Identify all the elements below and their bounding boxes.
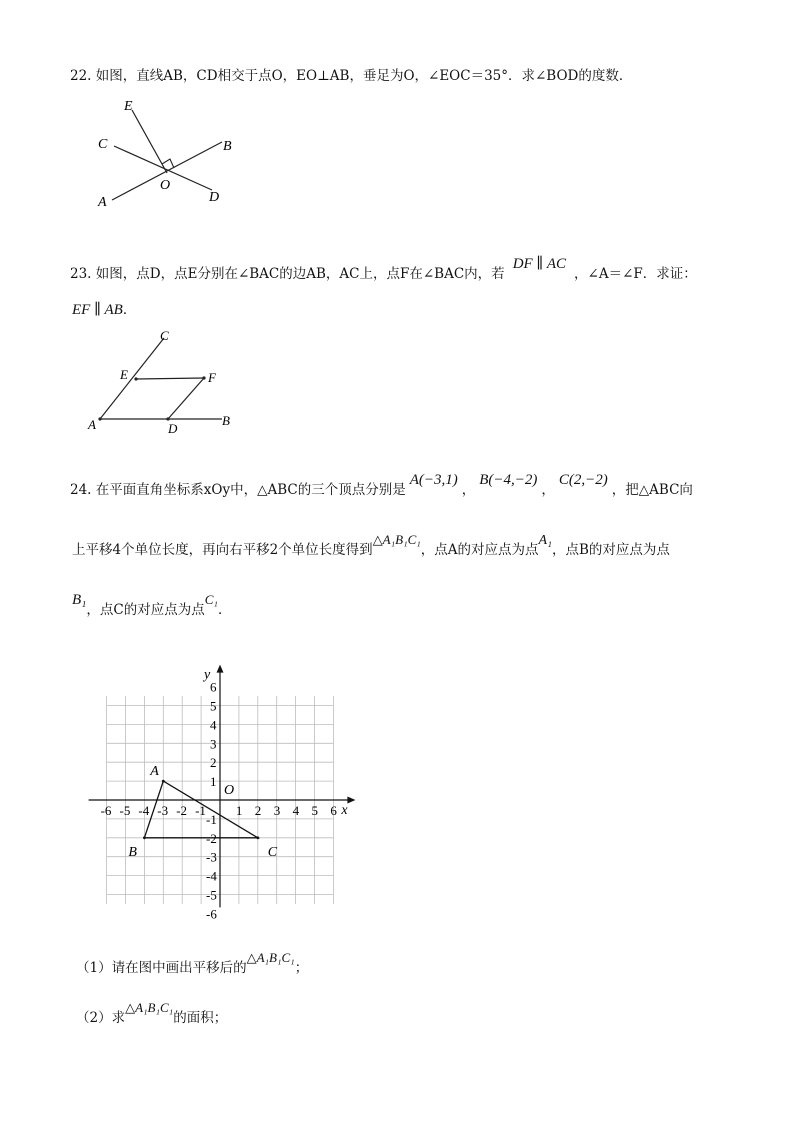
x-axis-arrow: [347, 797, 355, 804]
y-tick-label: -4: [206, 868, 217, 884]
q24-line2: [72, 532, 670, 559]
x-tick-label: 1: [235, 803, 243, 818]
q22-label-B: B: [223, 139, 232, 154]
point-C: [256, 836, 259, 839]
origin-label: O: [224, 783, 235, 798]
q24-point-A1: A₁: [538, 533, 552, 548]
y-tick-label: 2: [210, 755, 217, 771]
x-axis-label: x: [341, 803, 348, 818]
q24-point-A: A(−3,1): [409, 472, 458, 488]
q23-label-B: B: [222, 413, 230, 428]
q24-sub1-triangle: △A₁B₁C₁: [246, 950, 295, 965]
q24-sub1-pre: （1）请在图中画出平移后的: [76, 960, 247, 976]
q23-end: ．: [122, 302, 137, 318]
y-tick-label: -6: [206, 906, 217, 922]
q24-sep1: ，: [461, 482, 476, 498]
q24-point-B: B(−4,−2): [479, 472, 538, 488]
q24-triangle-A1B1C1: △A₁B₁C₁: [372, 532, 421, 547]
q22-figure: [90, 98, 250, 208]
y-tick-label: -1: [206, 811, 217, 827]
x-tick-label: -5: [119, 803, 131, 818]
point-label-C: C: [267, 844, 278, 860]
y-tick-label: 6: [210, 679, 217, 695]
q23-label-C: C: [160, 328, 169, 343]
q24-text2: ，把△ABC向: [611, 482, 693, 498]
y-axis-label: y: [204, 667, 211, 683]
y-axis-arrow: [217, 665, 224, 673]
q24-sep2: ，: [541, 482, 555, 498]
q22-label-C: C: [98, 137, 108, 152]
q23-line2: [72, 298, 136, 319]
q23-label-F: F: [208, 370, 216, 385]
q23-figure: [82, 328, 252, 438]
q24-sub1: [76, 950, 309, 976]
q24-text6: ，点C的对应点为点: [86, 602, 205, 618]
point-B: [143, 836, 146, 839]
axes: [89, 665, 356, 908]
q24-text3: 上平移4个单位长度，再向右平移2个单位长度得到: [72, 542, 373, 558]
q23-condition: DF ∥ AC: [512, 256, 567, 272]
coordinate-grid-chart: [80, 632, 380, 932]
q24-sub1-post: ；: [294, 960, 309, 976]
point-label-A: A: [150, 764, 159, 780]
q22-text: 22. 如图，直线AB，CD相交于点O，EO⊥AB，垂足为O，∠EOC＝35°．求∠BOD的度数．: [70, 68, 633, 84]
q24-sub2-post: 的面积；: [173, 1010, 228, 1026]
q23-label-E: E: [120, 367, 128, 382]
y-tick-label: 4: [210, 717, 217, 733]
q22-label-E: E: [124, 99, 133, 114]
q24-point-C: C(2,−2): [558, 472, 608, 488]
x-tick-label: -3: [157, 803, 169, 818]
x-tick-label: -1: [195, 803, 206, 818]
q22-label-D: D: [209, 190, 220, 205]
q23-text2: ，∠A＝∠F．求证：: [574, 266, 697, 282]
q24-sub2-pre: （2）求: [76, 1010, 126, 1026]
x-tick-label: 3: [273, 803, 281, 818]
x-tick-label: 2: [254, 803, 262, 818]
x-tick-label: 6: [330, 803, 337, 818]
q24-line1: [70, 472, 693, 499]
y-tick-label: 5: [210, 698, 217, 714]
q22-label-O: O: [160, 178, 171, 193]
q22-label-A: A: [98, 195, 107, 208]
x-tick-label: -6: [100, 803, 112, 818]
q23-label-A: A: [88, 417, 96, 432]
q24-point-B1: B₁: [72, 592, 87, 608]
q24-text5: ，点B的对应点为点: [551, 542, 670, 558]
y-tick-label: -3: [206, 849, 217, 865]
x-tick-label: 5: [311, 803, 318, 818]
q23-label-D: D: [168, 421, 178, 436]
point-label-B: B: [128, 844, 137, 860]
q24-point-C1: C₁: [204, 592, 218, 607]
y-tick-label: 3: [210, 736, 217, 752]
q24-text4: ，点A的对应点为点: [420, 542, 539, 558]
q23-text1: 23. 如图，点D，点E分别在∠BAC的边AB，AC上，点F在∠BAC内，若: [70, 266, 505, 282]
q24-sub2: [76, 1000, 228, 1026]
q24-line3: [72, 592, 232, 619]
point-A: [162, 780, 165, 783]
y-tick-label: -5: [206, 887, 217, 903]
y-tick-label: 1: [210, 774, 217, 790]
q24-text1: 24. 在平面直角坐标系xOy中，△ABC的三个顶点分别是: [70, 482, 406, 498]
q24-text7: ．: [217, 602, 232, 618]
x-tick-label: 4: [292, 803, 300, 818]
x-tick-label: -4: [138, 803, 150, 818]
x-tick-label: -2: [176, 803, 188, 818]
q23-conclusion: EF ∥ AB: [72, 302, 123, 318]
q24-sub2-triangle: △A₁B₁C₁: [125, 1000, 174, 1015]
y-tick-label: -2: [206, 830, 217, 846]
q23-line1: [70, 256, 697, 283]
